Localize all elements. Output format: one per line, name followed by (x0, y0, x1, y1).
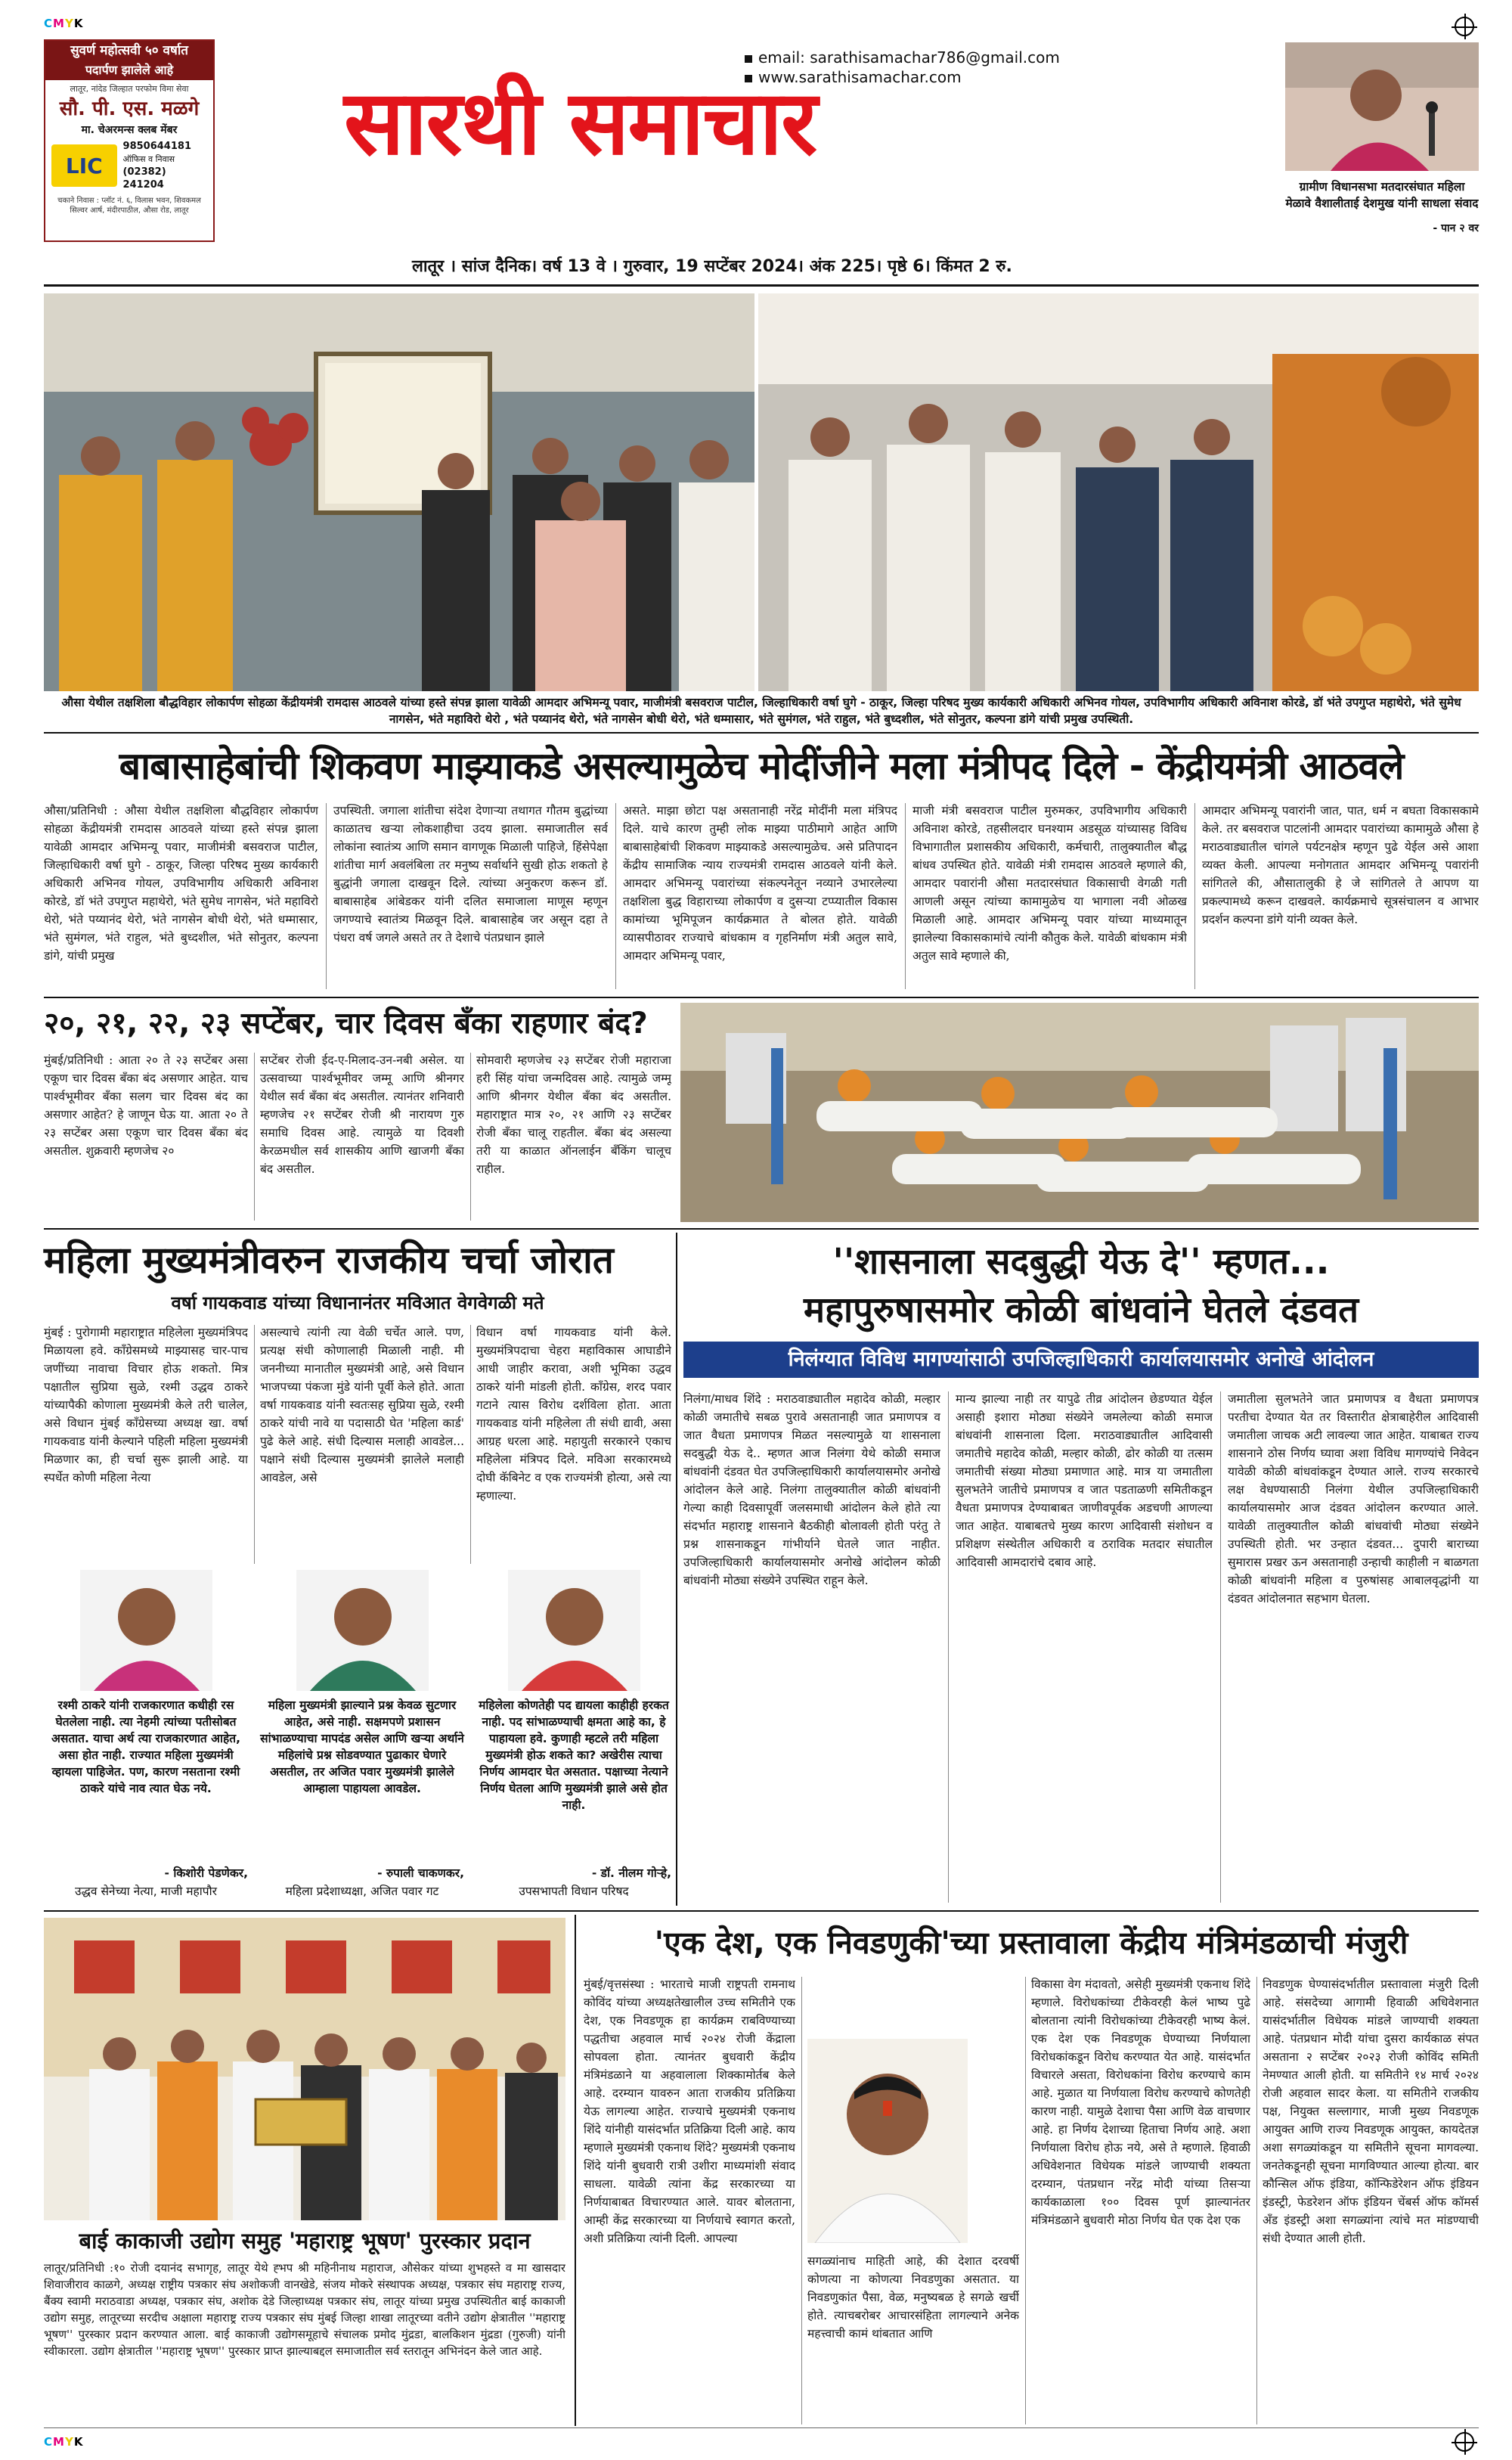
column-rule (326, 803, 327, 989)
section-divider (676, 1233, 677, 1906)
registration-mark-top (1455, 17, 1474, 36)
lead-headline: बाबासाहेबांची शिकवण माझ्याकडे असल्यामुळेच मोदींजीने मला मंत्रीपद दिले - केंद्रीयमंत्री आठवले (119, 744, 1404, 788)
right-teaser (1285, 42, 1479, 235)
column-rule (948, 1391, 949, 1903)
teaser-caption: ग्रामीण विधानसभा मतदारसंघात महिला मेळावे वैशालीताई देशमुख यांनी साधला संवाद (1285, 180, 1479, 210)
bank-headline: २०, २१, २२, २३ सप्टेंबर, चार दिवस बँका राहणार बंद? (44, 1007, 648, 1041)
award-body: लातूर/प्रतिनिधी :१० रोजी दयानंद सभागृह, लातूर येथे ह्भप श्री महिनीनाथ महाराज, औसेकर यांच्या शुभहस्ते व मा खासदार शिवाजीराव काळगे, अध्यक्ष राष्ट्रीय पत्रकार संघ अशोकजी वानखेडे, संजय मोकरे संस्थापक अध्यक्ष, पत्रकार संघ महाराष्ट्र राज्य, बैंक्य स्वामी मराठवाडा अध्यक्ष, पत्रकार संघ, अशोक देडे जिल्हाध्यक्ष पत्रकार संघ, लातूर यांच्या प्रमुख उपस्थितीत बाई काकाजी उद्योग समुह, लातूरच्या सरदीच अक्षाला महाराष्ट्र राज्य पत्रकार संघ मुंबई जिल्हा शाखा लातूरच्या वतीने उद्योग क्षेत्रातील ''महाराष्ट्र भूषण'' पुरस्कार प्रदान करण्यात आला. बाई काकाजी उद्योगसमूहाचे संचालक प्रमोद मुंद्रडा, बालकिशन मुंद्रडा (गुरुजी) यांनी स्वीकारला. उद्योग क्षेत्रातील ''महाराष्ट्र भूषण'' पुरस्कार प्राप्त झाल्याबद्दल समाजातील सर्व स्तरातून अभिनंदन केले जात आहे. (44, 2261, 565, 2358)
teaser-page-ref: - पान २ वर (1433, 222, 1479, 234)
rule-above-bank-story (44, 997, 1479, 998)
lead-photo-left (44, 293, 754, 691)
lead-column-3: असते. माझा छोटा पक्ष असतानाही नरेंद्र मोदींनी मला मंत्रिपद दिले. याचे कारण तुम्ही लोक माझ्या पाठीमागे आहेत आणि बाबासाहेबांची शिकवण माझ्याकडे असल्यामुळेच. असे प्रतिपादन केंद्रीय सामाजिक न्याय राज्यमंत्री रामदास आठवले यांनी केले. आमदार अभिमन्यू पवारांच्या संकल्पनेतून नव्याने उभारलेल्या तक्षशिला बुद्ध विहाराच्या लोकार्पण व दुसऱ्या टप्प्यातील विकास कामांच्या भूमिपूजन कार्यक्रमात ते बोलत होते. यावेळी व्यासपीठावर राज्याचे बांधकाम व गृहनिर्माण मंत्री अतुल सावे, आमदार अभिमन्यू पवार, (623, 804, 897, 963)
column-rule (801, 1977, 802, 2424)
ad-phone-1: 9850644181 (122, 141, 191, 152)
teaser-photo (1285, 42, 1479, 171)
quote-rupali-author: - रुपाली चाकणकर, (377, 1866, 464, 1880)
column-rule (470, 1325, 471, 1564)
column-rule (1220, 1391, 1221, 1903)
column-rule (615, 803, 616, 989)
quote-rupali-text: महिला मुख्यमंत्री झाल्याने प्रश्न केवळ सुटणार आहेत, असे नाही. सक्षमपणे प्रशासन सांभाळण्याचा मापदंड असेल आणि खऱ्या अर्थाने महिलांचे प्रश्न सोडवण्यात पुढाकार घेणारे असतील, तर अजित पवार मुख्यमंत्री झालेले आम्हाला पाहायला आवडेल. (260, 1698, 464, 1795)
award-headline: बाई काकाजी उद्योग समुह 'महाराष्ट्र भूषण' पुरस्कार प्रदान (79, 2228, 531, 2254)
quote-neelam-author: - डॉ. नीलम गोऱ्हे, (591, 1866, 671, 1880)
cmyk-mark-bottom: CMYK (44, 2435, 84, 2449)
lead-column-4: माजी मंत्री बसवराज पाटील मुरुमकर, उपविभागीय अधिकारी अविनाश कोरडे, तहसीलदार घनश्याम अडसूळ यांच्यासह विविध विभागातील प्रशासकीय अधिकारी, कर्मचारी, तालुक्यातील बौद्ध बांधव उपस्थित होते. यावेळी मंत्री रामदास आठवले म्हणाले की, आमदार पवारांनी औसा मतदारसंघात विकासाची वेगळी गती आणली असून त्यांच्या कामामुळेच या भागाला नवी ओळख मिळाली आहे. आमदार अभिमन्यू पवार यांच्या माध्यमातून झालेल्या विकासकामांचे त्यांनी कौतुक केले. यावेळी बांधकाम मंत्री अतुल सावे म्हणाले की, (912, 804, 1187, 963)
header-rule (44, 284, 1479, 287)
quote-kishori-text: रश्मी ठाकरे यांनी राजकारणात कधीही रस घेतलेला नाही. त्या नेहमी त्यांच्या पतीसोबत असतात. याचा अर्थ त्या राजकारणात आहेत, असा होत नाही. राज्यात महिला मुख्यमंत्री व्हायला पाहिजेत. पण, कारण नसताना रश्मी ठाकरे यांचे नाव त्यात घेऊ नये. (51, 1698, 240, 1795)
bank-column-2: सप्टेंबर रोजी ईद-ए-मिलाद-उन-नबी असेल. या उत्सवाच्या पार्श्वभूमीवर जम्मू आणि श्रीनगर येथील सर्व बँका बंद असतील. त्यानंतर शनिवारी म्हणजेच २१ सप्टेंबर रोजी श्री नारायण गुरु समाधि दिवस आहे. त्यामुळे या दिवशी केरळमधील सर्व शासकीय आणि खाजगी बँका बंद असतील. (260, 1053, 464, 1176)
award-ceremony-photo (44, 1918, 565, 2220)
ad-address: चकाने निवास : प्लॉट नं. ६, विलास भवन, शिवकमल सिल्वर आर्ष, मंदीरपाठील, औसा रोड, लातूर (57, 197, 201, 215)
koli-column-1: निलंगा/माधव शिंदे : मराठवाड्यातील महादेव कोळी, मल्हार कोळी जमातीचे सबळ पुरावे असतानाही जात प्रमाणपत्र व जात वैधता प्रमाणपत्र मिळत नसल्यामुळे या शासनाला सदबुद्धी येऊ दे.. म्हणत आज निलंगा येथे कोळी समाज बांधवांनी दंडवत घेत उपजिल्हाधिकारी कार्यालयासमोर अनोखे आंदोलन केले आहे. निलंगा तालुक्यातील कोळी बांधवांनी गेल्या काही दिवसापूर्वी जलसमाधी आंदोलन केले होते त्या संदर्भात महाराष्ट्र शासनाने बैठकीही बोलावली होती परंतु ते प्रश्न शासनाकडून गांभीर्याने घेतले जात नाहीत. उपजिल्हाधिकारी कार्यालयासमोर अनोखे आंदोलन कोळी बांधवांनी मोठ्या संख्येने उपस्थित राहून केले. (683, 1392, 940, 1587)
ad-phone-2: (02382) 241204 (122, 166, 166, 191)
portrait-neelam-gorhe (508, 1570, 640, 1691)
ad-office-label: ऑफिस व निवास (122, 154, 175, 164)
koli-column-2: मान्य झाल्या नाही तर यापुढे तीव्र आंदोलन छेडण्यात येईल असाही इशारा मोठ्या संख्येने जमलेल्या कोळी समाज बांधवांनी शासनाला दिला. मराठवाड्यातील आदिवासी जमातीचे महादेव कोळी, मल्हार कोळी, ढोर कोळी या तत्सम जमातीची संख्या मोठ्या प्रमाणात आहे. मात्र या जमातीला सुलभतेने जातीचे प्रमाणपत्र व जात पडताळणी समितीकडून वैधता प्रमाणपत्र देण्याबाबत जाणीवपूर्वक अडचणी आणल्या जात आहेत. याबाबतचे मुख्य कारण आदिवासी संशोधन व प्रशिक्षण संस्थेतील अधिकारी व ठराविक मतदार संघातील आदिवासी आमदारांचे दबाव आहे. (956, 1392, 1213, 1569)
koli-headline-line-2: महापुरुषासमोर कोळी बांधवांने घेतले दंडवत (803, 1289, 1359, 1331)
cm-subhead: वर्षा गायकवाड यांच्या विधानानंतर मविआत वेगवेगळी मते (171, 1292, 544, 1314)
lic-logo: LIC (51, 144, 117, 187)
contact-website: www.sarathisamachar.com (745, 68, 962, 86)
onoe-column-2-top (807, 1975, 1019, 2036)
portrait-rupali-chakankar (296, 1570, 429, 1691)
quote-neelam-text: महिलेला कोणतेही पद द्यायला काहीही हरकत नाही. पद सांभाळण्याची क्षमता आहे का, हे पाहायला हवे. कुणाही म्हटले तरी महिला मुख्यमंत्री होऊ शकते का? अखेरीस त्याचा निर्णय आमदार घेत असतात. पक्षाच्या नेत्याने निर्णय घेतला आणि मुख्यमंत्री झाले असे होत नाही. (479, 1698, 669, 1812)
ad-designation: मा. चेअरमन्स क्लब मेंबर (81, 124, 178, 136)
lic-advertisement (44, 39, 215, 242)
column-rule (1194, 803, 1195, 989)
lead-column-2: उपस्थिती. जगाला शांतीचा संदेश देणाऱ्या तथागत गौतम बुद्धांच्या काळातच खऱ्या लोकशाहीचा उदय झाला. समाजातील सर्व लोकांना स्वातंत्र्य आणि समान वागणूक मिळाली पाहिजे, हिंसेपेक्षा शांतीचा मार्ग अवलंबिला तर मनुष्य सर्वार्थाने सुखी होऊ शकतो हे बुद्धांनी जगाला दाखवून दिले. त्यांच्या अनुकरण करून डॉ. बाबासाहेब आंबेडकर यांनी दलित समाजाला माणूस म्हणून जगण्याचे स्वातंत्र्य मिळवून दिले. बाबासाहेब जर असून दहा ते पंधरा वर्ष जगले असते तर ते देशाचे पंतप्रधान झाले (333, 804, 608, 945)
koli-column-3: जमातीला सुलभतेने जात प्रमाणपत्र व वैधता प्रमाणपत्र परतीचा देण्यात येत तर विस्तारीत क्षेत्राबाहेरील आदिवासी जमातीला जाचक अटी लावल्या जात आहेत. याबाबत राज्य शासनाने ठोस निर्णय घ्यावा अशा विविध मागण्यांचे निवेदन यावेळी कोळी बांधवांकडून देण्यात आले. राज्य सरकारचे लक्ष वेधण्यासाठी निलंगा येथील उपजिल्हाधिकारी कार्यालयासमोर आज दंडवत आंदोलन करण्यात आले. यावेळी तालुक्यातील कोळी बांधवांची मोठ्या संख्येने उपस्थिती होती. भर उन्हात दंडवत... दुपारी बाराच्या सुमारास प्रखर ऊन असतानाही उन्हाची काहीली न बाळगता कोळी बांधवांनी महिला व पुरुषांसह आबालवृद्धांनी या दंडवत आंदोलनात सहभाग घेतला. (1228, 1392, 1479, 1605)
koli-banner: निलंग्यात विविध मागण्यांसाठी उपजिल्हाधिकारी कार्यालयासमोर अनोखे आंदोलन (683, 1342, 1479, 1378)
onoe-column-4: निवडणुक घेण्यासंदर्भातील प्रस्तावाला मंजुरी दिली आहे. संसदेच्या आगामी हिवाळी अधिवेशनात यासंदर्भातील विधेयक मांडले जाण्याची शक्यता आहे. पंतप्रधान मोदी यांचा दुसरा कार्यकाळ संपत असताना २ सप्टेंबर २०२३ रोजी कोविंद समिती नेमण्यात आली होती. या समितीने १४ मार्च २०२४ रोजी अहवाल सादर केला. या समितीने राजकीय पक्ष, नियुक्त सल्लागार, माजी मुख्य निवडणूक आयुक्त आणि राज्य निवडणूक आयुक्त, कायदेतज्ञ अशा सगळ्यांकडून या समितीने सूचना मागवल्या. जनतेकडूनही सूचना मागविण्यात आल्या होत्या. बार कौन्सिल ऑफ इंडिया, कॉन्फिडेरेशन ऑफ इंडियन इंडस्ट्री, फेडरेशन ऑफ इंडियन चेंबर्स ऑफ कॉमर्स अँड इंडस्ट्री अशा सगळ्यांना त्यांचे मत मांडण्याची संधी देण्यात आली होती. (1263, 1978, 1479, 2245)
portrait-kishori-pednekar (80, 1570, 212, 1691)
ad-anniversary-line-1: सुवर्ण महोत्सवी ५० वर्षात (45, 41, 213, 60)
rule-above-lead-headline (44, 732, 1479, 734)
ad-anniversary-line-2: पदार्पण झालेले आहे (45, 60, 213, 80)
koli-protest-photo (680, 1003, 1479, 1222)
eknath-shinde-photo (807, 2039, 968, 2243)
cmyk-mark-top: CMYK (44, 17, 84, 30)
cm-column-3: विधान वर्षा गायकवाड यांनी केले. मुख्यमंत्रिपदाचा चेहरा महाविकास आघाडीने आधी जाहीर करावा, अशी भूमिका उद्धव ठाकरे यांनी मांडली होती. काँग्रेस, शरद पवार गटाने त्यास विरोध दर्शविला होता. आता गायकवाड यांनी महिलेला ती संधी द्यावी, असा आग्रह धरला आहे. महायुती सरकारने एकाच महिलेला मंत्रिपद दिले. मविआ सरकारमध्ये दोघी कॅबिनेट व एक राज्यमंत्री होत्या, असे त्या म्हणाल्या. (476, 1326, 671, 1503)
cm-column-1: मुंबई : पुरोगामी महाराष्ट्रात महिलेला मुख्यमंत्रिपद मिळायला हवे. काँग्रेसमध्ये माझ्यासह चार-पाच जणींच्या नावाचा विचार होऊ शकतो. मित्र पक्षातील सुप्रिया सुळे, रश्मी उद्धव ठाकरे यांच्यापैकी कोणाला मुख्यमंत्री केले तरी चालेल, असे विधान मुंबई काँग्रेसच्या अध्यक्ष खा. वर्षा गायकवाड यांनी केल्याने पहिली महिला मुख्यमंत्री मिळणार का, ही चर्चा सुरू झाली आहे. या स्पर्धेत कोणी महिला नेत्या (44, 1326, 248, 1484)
registration-mark-bottom (1455, 2432, 1474, 2452)
koli-headline-line-1: ''शासनाला सदबुद्धी येऊ दे'' म्हणत... (832, 1241, 1330, 1283)
quote-kishori-role: उद्धव सेनेच्या नेत्या, माजी महापौर (75, 1885, 217, 1898)
lead-column-1: औसा/प्रतिनिधी : औसा येथील तक्षशिला बौद्धविहार लोकार्पण सोहळा केंद्रीयमंत्री रामदास आठवले यांच्या हस्ते संपन्न झाला यावेळी आमदार अभिमन्यू पवार, माजीमंत्री बसवराज पाटील, जिल्हाधिकारी वर्षा घुगे - ठाकूर, जिल्हा परिषद मुख्य कार्यकारी अधिकारी अभिनव गोयल, उपविभागीय अधिकारी अविनाश कोरडे, डॉ भंते उपगुप्त महाथेरो, भंते सुमेध नागसेन, भंते महाविरो थेरो, भंते पय्यानंद थेरो, भंते नागसेन बोधी थेरो, भंते धम्मासार, भंते सुमंगल, भंते राहुल, भंते बुध्दशील, भंते सोनुतर, कल्पना डांगे, यांची प्रमुख (44, 804, 318, 963)
cm-headline: महिला मुख्यमंत्रीवरुन राजकीय चर्चा जोरात (44, 1239, 614, 1282)
quote-neelam-role: उपसभापती विधान परिषद (519, 1885, 629, 1898)
column-rule (1025, 1977, 1026, 2424)
masthead: सारथी समाचार (344, 70, 816, 175)
quote-rupali-role: महिला प्रदेशाध्यक्षा, अजित पवार गट (285, 1885, 439, 1898)
onoe-column-2: सगळ्यांनाच माहिती आहे, की देशात दरवर्षी कोणत्या ना कोणत्या निवडणुका असतात. या निवडणुकांत पैसा, वेळ, मनुष्यबळ हे सगळे खर्ची होते. त्याचबरोबर आचारसंहिता लागल्याने अनेक महत्त्वाची कामं थांबतात आणि (807, 2254, 1019, 2341)
lead-column-5: आमदार अभिमन्यू पवारांनी जात, पात, धर्म न बघता विकासकामे केले. तर बसवराज पाटलांनी आमदार पवारांच्या कामामुळे औसा हे मराठवाड्यातील चांगले पर्यटनक्षेत्र म्हणून पुढे येईल असे आशा व्यक्त केली. आपल्या मनोगतात आमदार अभिमन्यू पवारांनी सांगितले की, औसातालुकी हे जे सांगितले ते आपण या प्रकल्पामध्ये करून दाखवले. कार्यक्रमाचे सूत्रसंचालन व आभार प्रदर्शन कल्पना डांगे यांनी व्यक्त केले. (1202, 804, 1479, 926)
onoe-column-1: मुंबई/वृत्तसंस्था : भारताचे माजी राष्ट्रपती रामनाथ कोविंद यांच्या अध्यक्षतेखालील उच्च समितीने एक देश, एक निवडणूक हा कार्यक्रम राबविण्याच्या पद्धतीचा अहवाल मार्च २०२४ रोजी केंद्राला सोपवला होता. त्यानंतर बुधवारी केंद्रीय मंत्रिमंडळाने या अहवालाला शिक्कामोर्तब केले आहे. दरम्यान यावरुन आता राजकीय प्रतिक्रिया येऊ लागल्या आहेत. राज्याचे मुख्यमंत्री एकनाथ शिंदे यांनीही यासंदर्भात प्रतिक्रिया दिली आहे. काय म्हणाले मुख्यमंत्री एकनाथ शिंदे? मुख्यमंत्री एकनाथ शिंदे यांनी बुधवारी रात्री उशीरा माध्यमांशी संवाद साधला. यावेळी त्यांना केंद्र सरकारच्या या निर्णयाबाबत विचारण्यात आले. यावर बोलताना, आम्ही केंद्र सरकारच्या या निर्णयाचे स्वागत करतो, अशी प्रतिक्रिया त्यांनी दिली. आपल्या (584, 1978, 795, 2245)
quote-kishori-author: - किशोरी पेडणेकर, (164, 1866, 248, 1880)
rule-above-middle-section (44, 1228, 1479, 1230)
ad-org-line: लातूर, नांदेड जिल्हात परफोम विमा सेवा (70, 84, 189, 94)
onoe-column-3: विकासा वेग मंदावतो, असेही मुख्यमंत्री एकनाथ शिंदे म्हणाले. विरोधकांच्या टीकेवरही केलं भाष्य पुढे बोलताना त्यांनी विरोधकांच्या टीकेवरही भाष्य केलं. एक देश एक निवडणूक घेण्याच्या निर्णयाला विरोधकांकडून विरोध करण्यात येत आहे. यासंदर्भात विचारले असता, विरोधकांना विरोध करण्याचे काम आहे. मुळात या निर्णयाला विरोध करण्याचे कोणतेही कारण नाही. यामुळे देशाचा पैसा आणि वेळ वाचणार आहे. हा निर्णय देशाच्या हिताचा निर्णय आहे. अशा निर्णयाला विरोध होऊ नये, असे ते म्हणाले. हिवाळी अधिवेशनात विधेयक मांडले जाण्याची शक्यता दरम्यान, पंतप्रधान नरेंद्र मोदी यांच्या तिसऱ्या कार्यकाळाला १०० दिवस पूर्ण झाल्यानंतर मंत्रिमंडळाने बुधवारी मोठा निर्णय घेत एक देश एक (1031, 1978, 1250, 2227)
column-rule (254, 1053, 255, 1221)
column-rule (905, 803, 906, 989)
column-rule (470, 1053, 471, 1221)
contact-email: email: sarathisamachar786@gmail.com (745, 48, 1060, 67)
rule-above-bottom-section (44, 1910, 1479, 1912)
dateline: लातूर । सांज दैनिक। वर्ष 13 वे । गुरुवार, 19 सप्टेंबर 2024। अंक 225। पृष्ठे 6। किंमत 2 रु. (412, 257, 1012, 276)
section-divider (575, 1915, 576, 2426)
lead-photo-caption: औसा येथील तक्षशिला बौद्धविहार लोकार्पण सोहळा केंद्रीयमंत्री रामदास आठवले यांच्या हस्ते संपन्न झाला यावेळी आमदार अभिमन्यू पवार, माजीमंत्री बसवराज पाटील, जिल्हाधिकारी वर्षा घुगे - ठाकूर, जिल्हा परिषद मुख्य कार्यकारी अधिकारी अभिनव गोयल, उपविभागीय अधिकारी अविनाश कोरडे, डॉ भंते उपगुप्त महाथेरो, भंते सुमेध नागसेन, भंते महाविरो थेरो , भंते पय्यानंद थेरो, भंते नागसेन बोधी थेरो, भंते धम्मासार, भंते सुमंगल, भंते राहुल, भंते बुध्दशील, भंते सोनुतर, कल्पना डांगे यांची प्रमुख उपस्थिती. (61, 696, 1461, 726)
column-rule (254, 1325, 255, 1564)
bank-column-1: मुंबई/प्रतिनिधी : आता २० ते २३ सप्टेंबर असा एकूण चार दिवस बँका बंद असणार आहेत. याच पार्श्वभूमीवर बँका सलग चार दिवस बंद का असणार आहेत? हे जाणून घेऊ या. आता २० ते २३ सप्टेंबर असा एकूण चार दिवस बँका बंद असतील. शुक्रवारी म्हणजेच २० (44, 1053, 248, 1158)
column-rule (1256, 1977, 1257, 2424)
onoe-headline: 'एक देश, एक निवडणुकी'च्या प्रस्तावाला केंद्रीय मंत्रिमंडळाची मंजुरी (654, 1925, 1408, 1961)
cm-column-2: असल्याचे त्यांनी त्या वेळी चर्चेत आले. पण, प्रत्यक्ष संधी कोणालाही मिळाली नाही. मी जननीच्या मानातील मुख्यमंत्री आहे, असे विधान भाजपच्या पंकजा मुंडे यांनी पूर्वी केले होते. आता वर्षा गायकवाड यांनी स्वतःसह सुप्रिया सुळे, रश्मी ठाकरे यांची नावे या पदासाठी घेत 'महिला कार्ड' पुढे केले आहे. संधी दिल्यास मलाही आवडेल... पक्षाने संधी दिल्यास मुख्यमंत्री झालेले मलाही आवडेल, असे (260, 1326, 464, 1484)
footer-rule (44, 2427, 1479, 2428)
bank-column-3: सोमवारी म्हणजेच २३ सप्टेंबर रोजी महाराजा हरी सिंह यांचा जन्मदिवस आहे. त्यामुळे जम्मू आणि श्रीनगर येथील बँका बंद असतील. महाराष्ट्रात मात्र २०, २१ आणि २३ सप्टेंबर रोजी बँका चालू राहतील. बँका बंद असल्या तरी या काळात ऑनलाईन बँकिंग चालूच राहील. (476, 1053, 671, 1176)
lead-photo-right (758, 293, 1479, 691)
ad-agent-name: सौ. पी. एस. मळगे (59, 98, 200, 120)
